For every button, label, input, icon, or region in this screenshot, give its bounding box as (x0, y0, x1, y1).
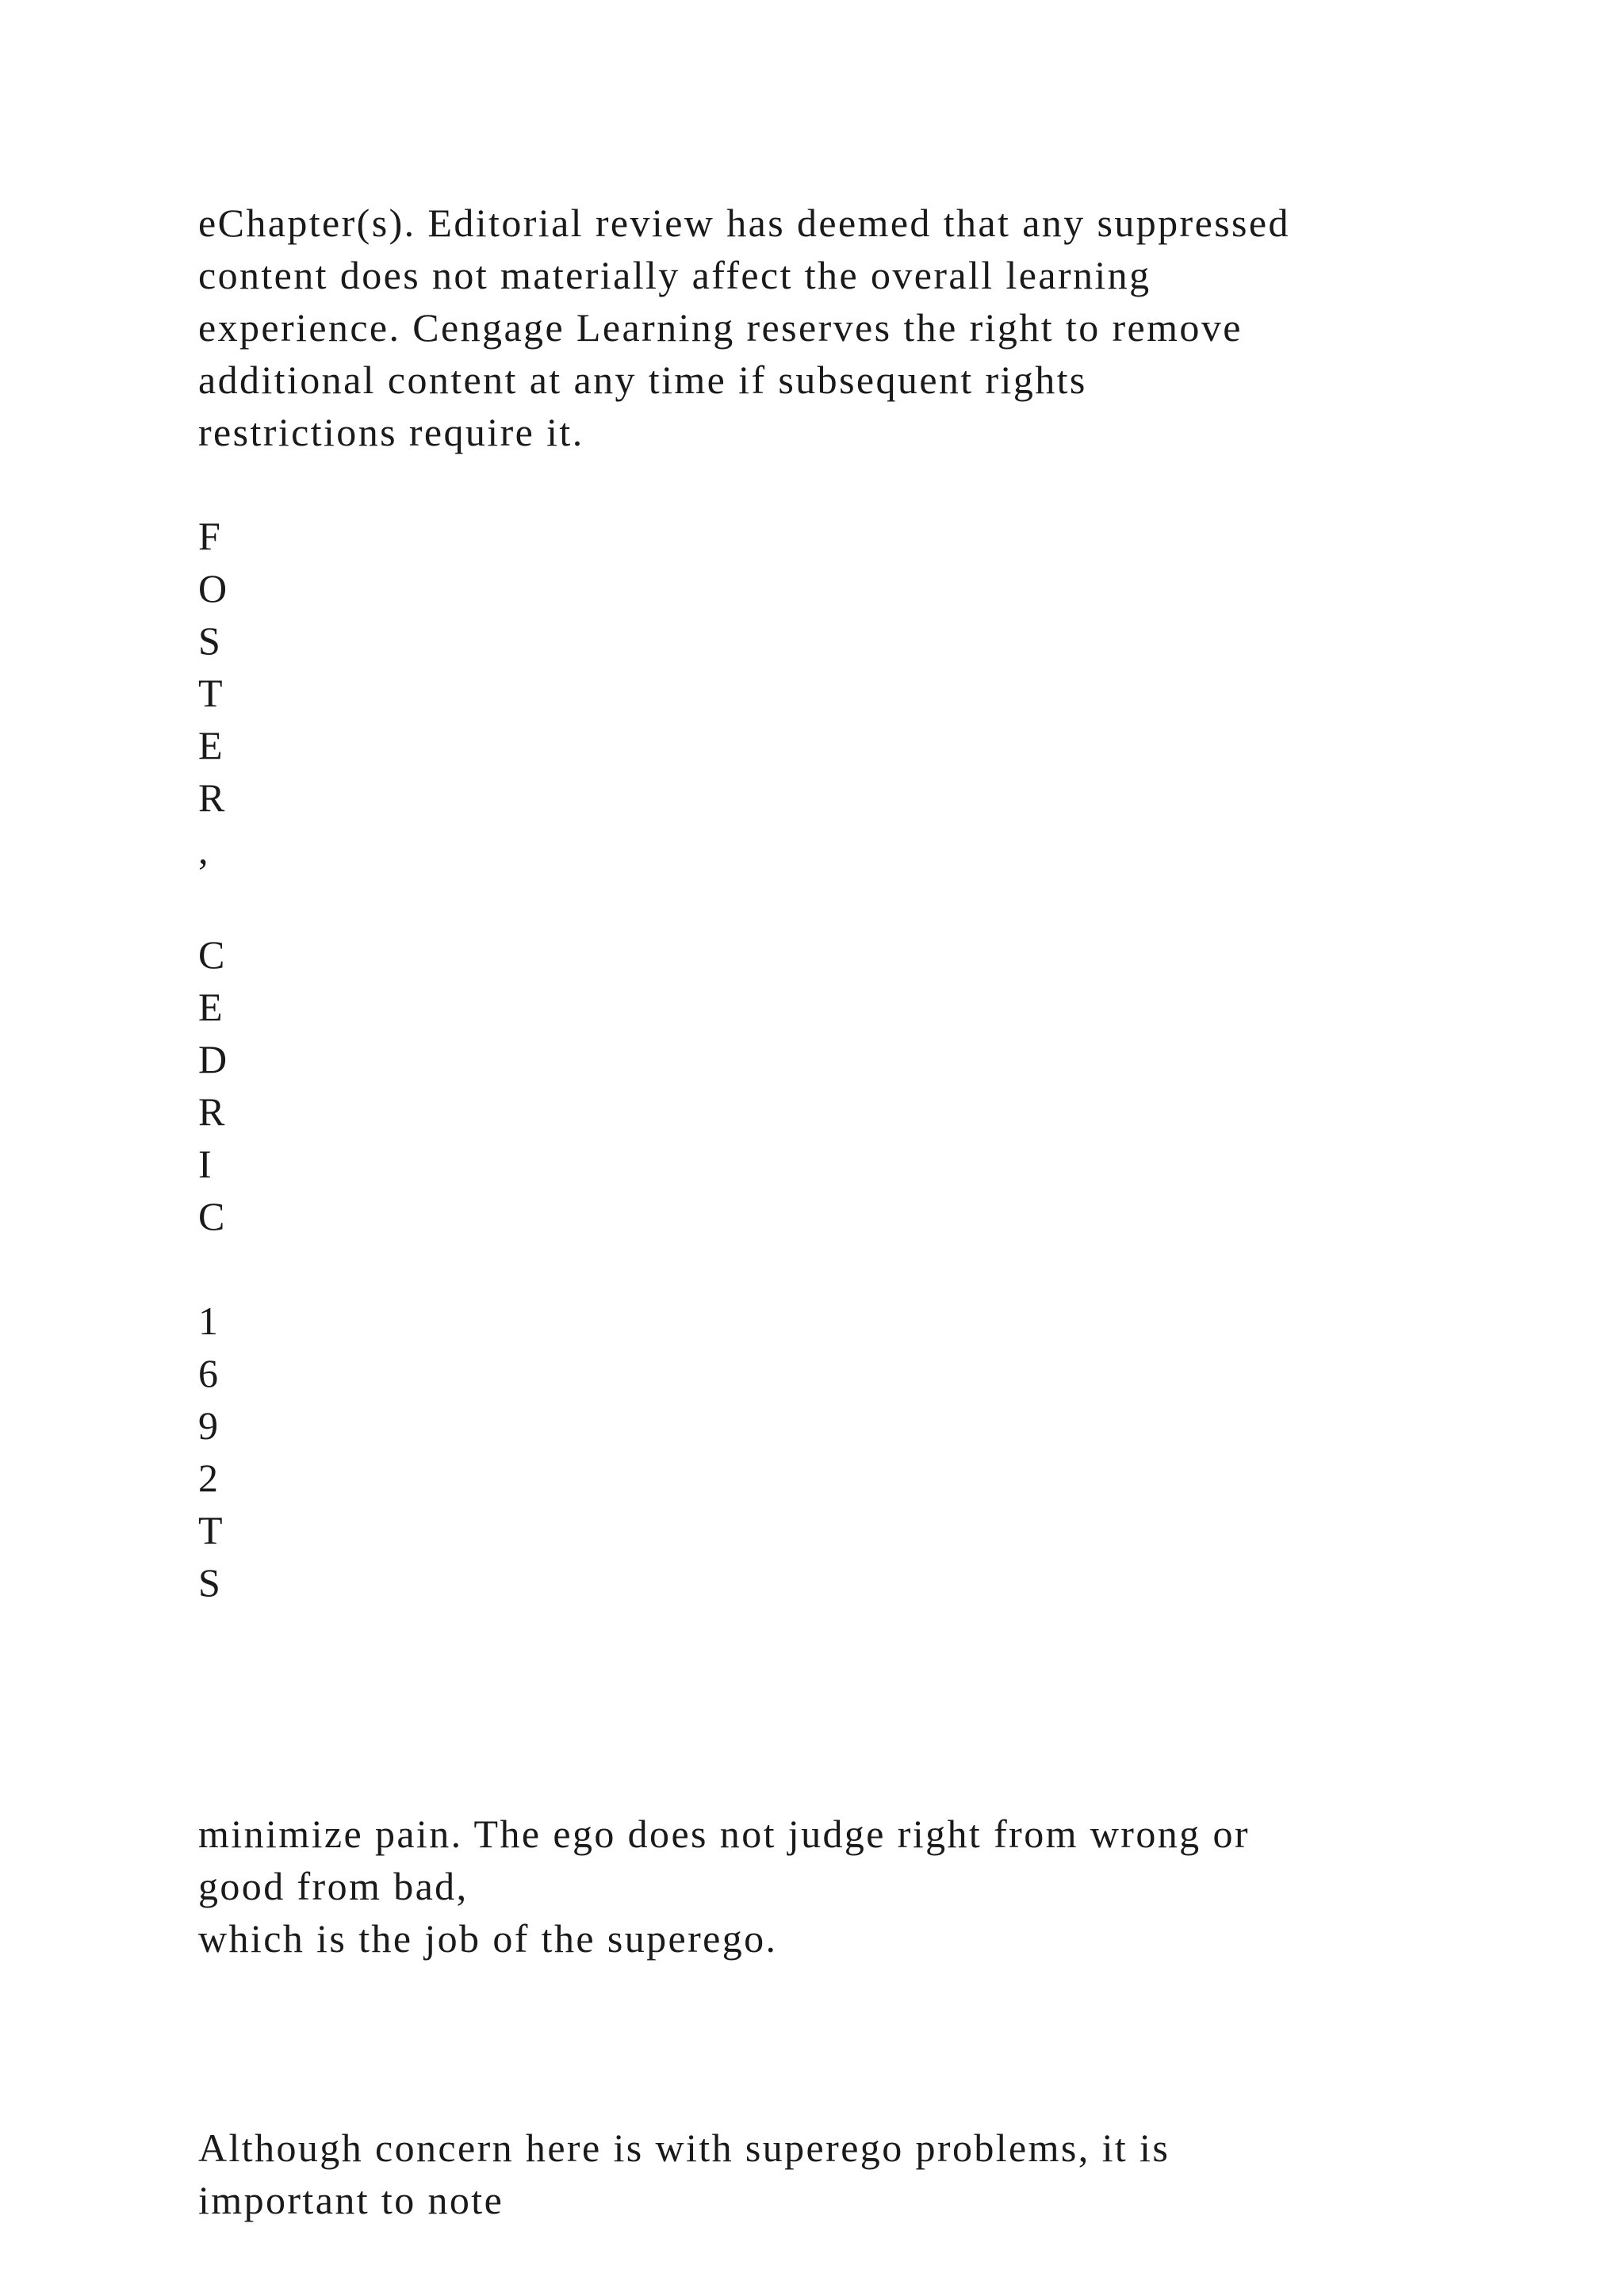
watermark-char: S (198, 618, 220, 663)
watermark-char: O (198, 566, 228, 610)
watermark-char: I (198, 1142, 212, 1186)
watermark-char: 6 (198, 1351, 218, 1395)
watermark-char: T (198, 1508, 223, 1552)
paragraph-spacer (198, 2017, 1435, 2069)
watermark-char: R (198, 775, 225, 820)
watermark-char: E (198, 723, 223, 767)
rights-notice-paragraph: eChapter(s). Editorial review has deemed that any suppressed content does not materially affect the overall learning experience. Cengage Learning reserves the right to remove additional content at any time if subsequent rights restrictions require it. (198, 201, 1290, 454)
watermark-char: , (198, 828, 209, 872)
watermark-char (198, 876, 227, 928)
watermark-char: 1 (198, 1299, 218, 1343)
watermark-char: S (198, 1560, 220, 1605)
body-text-section (198, 1755, 1435, 2279)
watermark-char: 9 (198, 1403, 218, 1448)
vertical-watermark (198, 510, 227, 1609)
watermark-char: E (198, 985, 223, 1029)
watermark-char: C (198, 1194, 225, 1238)
watermark-char: T (198, 671, 223, 715)
watermark-char: D (198, 1037, 228, 1081)
watermark-char: 2 (198, 1456, 218, 1500)
watermark-char: R (198, 1089, 225, 1134)
watermark-char: C (198, 932, 225, 977)
body-paragraph: Although concern here is with superego problems, it is important to note (198, 2126, 1170, 2222)
body-paragraph: minimize pain. The ego does not judge right from wrong or good from bad, which is the job of the superego. (198, 1812, 1250, 1961)
watermark-char: F (198, 514, 220, 558)
watermark-char (198, 1242, 227, 1295)
